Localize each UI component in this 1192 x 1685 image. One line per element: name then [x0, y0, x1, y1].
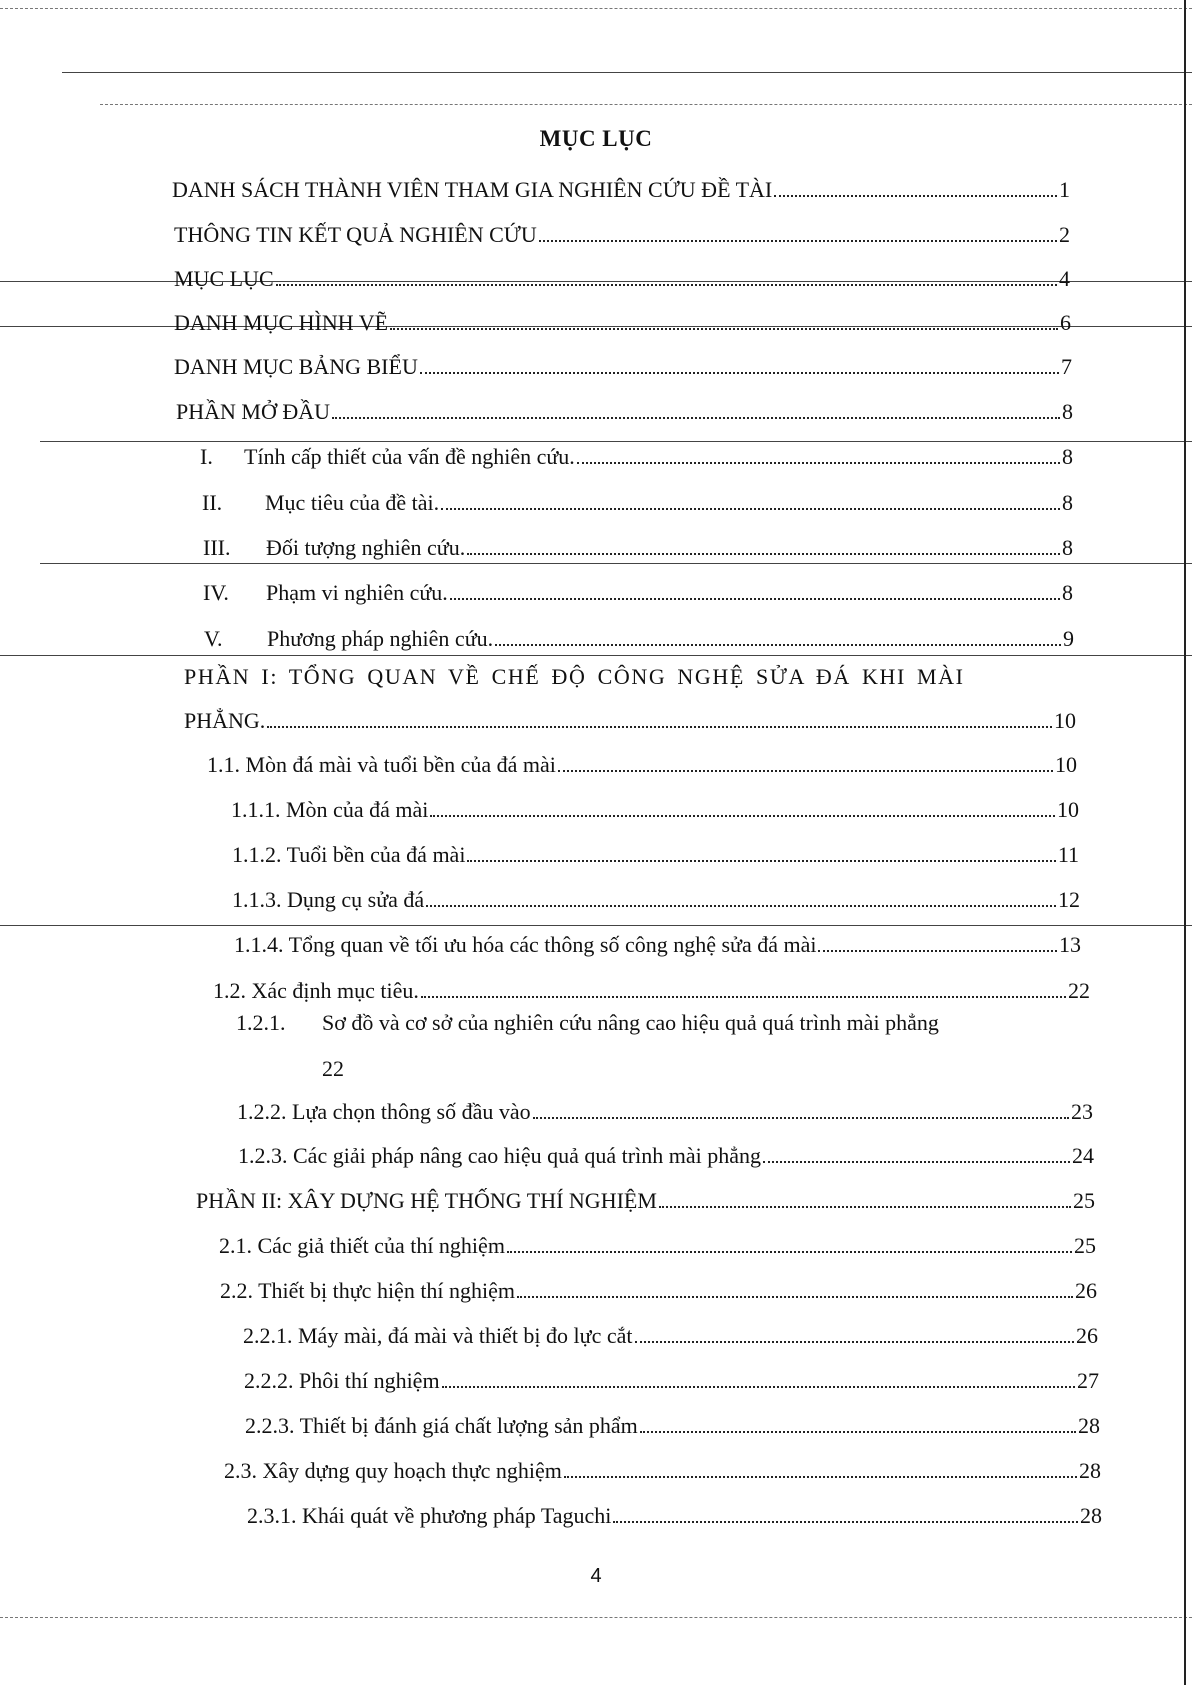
toc-entry — [203, 535, 1073, 561]
toc-entry-page: 10 — [1054, 708, 1076, 733]
toc-entry — [245, 1413, 1100, 1439]
toc-entry-title: PHẦN MỞ ĐẦU — [176, 399, 331, 424]
toc-entry-page: 7 — [1061, 354, 1072, 379]
leader-dots — [558, 770, 1053, 772]
toc-entry — [202, 490, 1073, 516]
leader-dots — [332, 417, 1060, 419]
toc-entry — [232, 887, 1080, 913]
toc-entry — [200, 444, 1073, 470]
leader-dots — [539, 240, 1057, 242]
toc-entry-title-cont: PHẲNG. — [184, 708, 266, 733]
toc-entry-title: Tính cấp thiết của vấn đề nghiên cứu. — [244, 444, 575, 469]
toc-entry-page: 28 — [1080, 1503, 1102, 1528]
toc-entry-page: 23 — [1071, 1099, 1093, 1124]
toc-entry — [176, 399, 1073, 425]
leader-dots — [390, 328, 1058, 330]
toc-entry — [220, 1278, 1097, 1304]
toc-entry-title: DANH MỤC HÌNH VẼ — [174, 310, 389, 335]
toc-entry-title: 2.3.1. Khái quát về phương pháp Taguchi — [247, 1503, 612, 1528]
leader-dots — [421, 996, 1066, 998]
leader-dots — [267, 726, 1052, 728]
toc-entry — [174, 310, 1071, 336]
toc-entry-title: 1.1.4. Tổng quan về tối ưu hóa các thông số công nghệ sửa đá mài — [234, 932, 817, 957]
toc-entry — [243, 1323, 1098, 1349]
leader-dots — [426, 905, 1056, 907]
leader-dots — [763, 1161, 1070, 1163]
leader-dots — [613, 1521, 1078, 1523]
leader-dots — [467, 553, 1060, 555]
toc-entry — [207, 752, 1077, 778]
toc-entry — [219, 1233, 1096, 1259]
toc-entry — [174, 266, 1070, 292]
toc-entry-page: 8 — [1062, 490, 1073, 515]
toc-entry-title: 1.1. Mòn đá mài và tuổi bền của đá mài — [207, 752, 556, 777]
leader-dots — [533, 1117, 1069, 1119]
toc-entry-page: 28 — [1079, 1458, 1101, 1483]
leader-dots — [577, 462, 1060, 464]
toc-entry-title: 2.2.2. Phôi thí nghiệm — [244, 1368, 440, 1393]
leader-dots — [450, 598, 1060, 600]
toc-entry-page: 8 — [1062, 535, 1073, 560]
toc-entry — [237, 1099, 1093, 1125]
leader-dots — [430, 815, 1055, 817]
leader-dots — [818, 950, 1057, 952]
toc-entry-page: 10 — [1057, 797, 1079, 822]
toc-entry-title: 1.1.3. Dụng cụ sửa đá — [232, 887, 425, 912]
toc-entry-title: Sơ đồ và cơ sở của nghiên cứu nâng cao hiệu quả quá trình mài phẳng — [322, 1010, 939, 1035]
toc-entry — [231, 797, 1079, 823]
toc-entry-page: 12 — [1058, 887, 1080, 912]
toc-entry-title: 2.3. Xây dựng quy hoạch thực nghiệm — [224, 1458, 562, 1483]
toc-entry-number: V. — [204, 626, 223, 651]
toc-entry-title: PHẦN II: XÂY DỰNG HỆ THỐNG THÍ NGHIỆM — [196, 1188, 657, 1213]
toc-entry-page: 11 — [1057, 842, 1079, 867]
toc-entry-title: Phạm vi nghiên cứu. — [266, 580, 448, 605]
toc-entry-title: 1.2. Xác định mục tiêu. — [213, 978, 419, 1003]
toc-entry-page: 22 — [1068, 978, 1090, 1003]
toc-entry-page: 2 — [1059, 222, 1070, 247]
toc-entry-page: 8 — [1062, 444, 1073, 469]
toc-entry-page: 6 — [1060, 310, 1071, 335]
leader-dots — [659, 1206, 1071, 1208]
leader-dots — [467, 860, 1055, 862]
toc-entry-page: 25 — [1073, 1188, 1095, 1213]
toc-entry-page: 8 — [1062, 399, 1073, 424]
leader-dots — [276, 284, 1057, 286]
toc-entry-title: 2.2.3. Thiết bị đánh giá chất lượng sản phẩm — [245, 1413, 638, 1438]
toc-entry — [203, 580, 1073, 606]
toc-entry — [184, 708, 1076, 734]
leader-dots — [442, 1386, 1075, 1388]
toc-entry-page: 4 — [1059, 266, 1070, 291]
toc-entry-page: 22 — [322, 1056, 344, 1081]
toc-entry-page: 26 — [1076, 1323, 1098, 1348]
toc-entry-title: Phương pháp nghiên cứu. — [267, 626, 494, 651]
toc-entry-title: 1.1.1. Mòn của đá mài — [231, 797, 429, 822]
toc-entry-title: 2.2. Thiết bị thực hiện thí nghiệm — [220, 1278, 516, 1303]
toc-entry-page: 10 — [1055, 752, 1077, 777]
toc-entry-title: 1.2.2. Lựa chọn thông số đầu vào — [237, 1099, 531, 1124]
toc-entry — [174, 354, 1072, 380]
toc-entry-title: MỤC LỤC — [174, 266, 274, 291]
leader-dots — [507, 1251, 1072, 1253]
toc-entry — [196, 1188, 1095, 1214]
toc-entry — [244, 1368, 1099, 1394]
toc-entry-page: 9 — [1063, 626, 1074, 651]
leader-dots — [640, 1431, 1076, 1433]
leader-dots — [774, 195, 1057, 197]
toc-entry-title: 1.2.3. Các giải pháp nâng cao hiệu quả quá trình mài phẳng — [238, 1143, 761, 1168]
leader-dots — [517, 1296, 1073, 1298]
toc-entry — [247, 1503, 1102, 1529]
leader-dots — [635, 1341, 1075, 1343]
toc-entry — [213, 978, 1090, 1004]
toc-entry-page: 13 — [1059, 932, 1081, 957]
toc-entry — [232, 842, 1079, 868]
toc-entry — [204, 626, 1074, 652]
leader-dots — [564, 1476, 1077, 1478]
toc-entry — [174, 222, 1070, 248]
toc-entry — [236, 1010, 939, 1036]
toc-entry-title: DANH SÁCH THÀNH VIÊN THAM GIA NGHIÊN CỨU ĐỀ TÀI — [172, 177, 773, 202]
toc-entry — [238, 1143, 1094, 1169]
page-number: 4 — [590, 1565, 602, 1587]
toc-entry — [172, 177, 1070, 203]
toc-entry-page: 25 — [1074, 1233, 1096, 1258]
toc-entry — [224, 1458, 1101, 1484]
toc-entry-title: 2.2.1. Máy mài, đá mài và thiết bị đo lực cắt — [243, 1323, 633, 1348]
toc-entry-title: THÔNG TIN KẾT QUẢ NGHIÊN CỨU — [174, 222, 537, 247]
toc-entry-title: 2.1. Các giả thiết của thí nghiệm — [219, 1233, 505, 1258]
toc-entry-number: II. — [202, 490, 223, 515]
toc-entry-page: 28 — [1078, 1413, 1100, 1438]
toc-entry-number: I. — [200, 444, 213, 469]
toc-entry-number: III. — [203, 535, 231, 560]
toc-entry-number: 1.2.1. — [236, 1010, 286, 1035]
toc-entry — [234, 932, 1081, 958]
toc-entry-title: DANH MỤC BẢNG BIỂU — [174, 354, 418, 379]
leader-dots — [495, 644, 1061, 646]
toc-entry-page: 27 — [1077, 1368, 1099, 1393]
toc-entry-title: 1.1.2. Tuổi bền của đá mài — [232, 842, 466, 867]
toc-entry-page: 1 — [1059, 177, 1070, 202]
toc-entry-page: 24 — [1072, 1143, 1094, 1168]
toc-entry-number: IV. — [203, 580, 229, 605]
leader-dots — [441, 508, 1060, 510]
toc-entry-page: 8 — [1062, 580, 1073, 605]
toc-entry-title: Đối tượng nghiên cứu. — [266, 535, 466, 560]
toc-entry-title: PHẦN I: TỔNG QUAN VỀ CHẾ ĐỘ CÔNG NGHỆ SỬA ĐÁ KHI MÀI — [184, 664, 965, 689]
toc-entry-page: 26 — [1075, 1278, 1097, 1303]
page-title: MỤC LỤC — [539, 126, 653, 151]
toc-entry-title: Mục tiêu của đề tài. — [265, 490, 440, 515]
leader-dots — [420, 372, 1059, 374]
